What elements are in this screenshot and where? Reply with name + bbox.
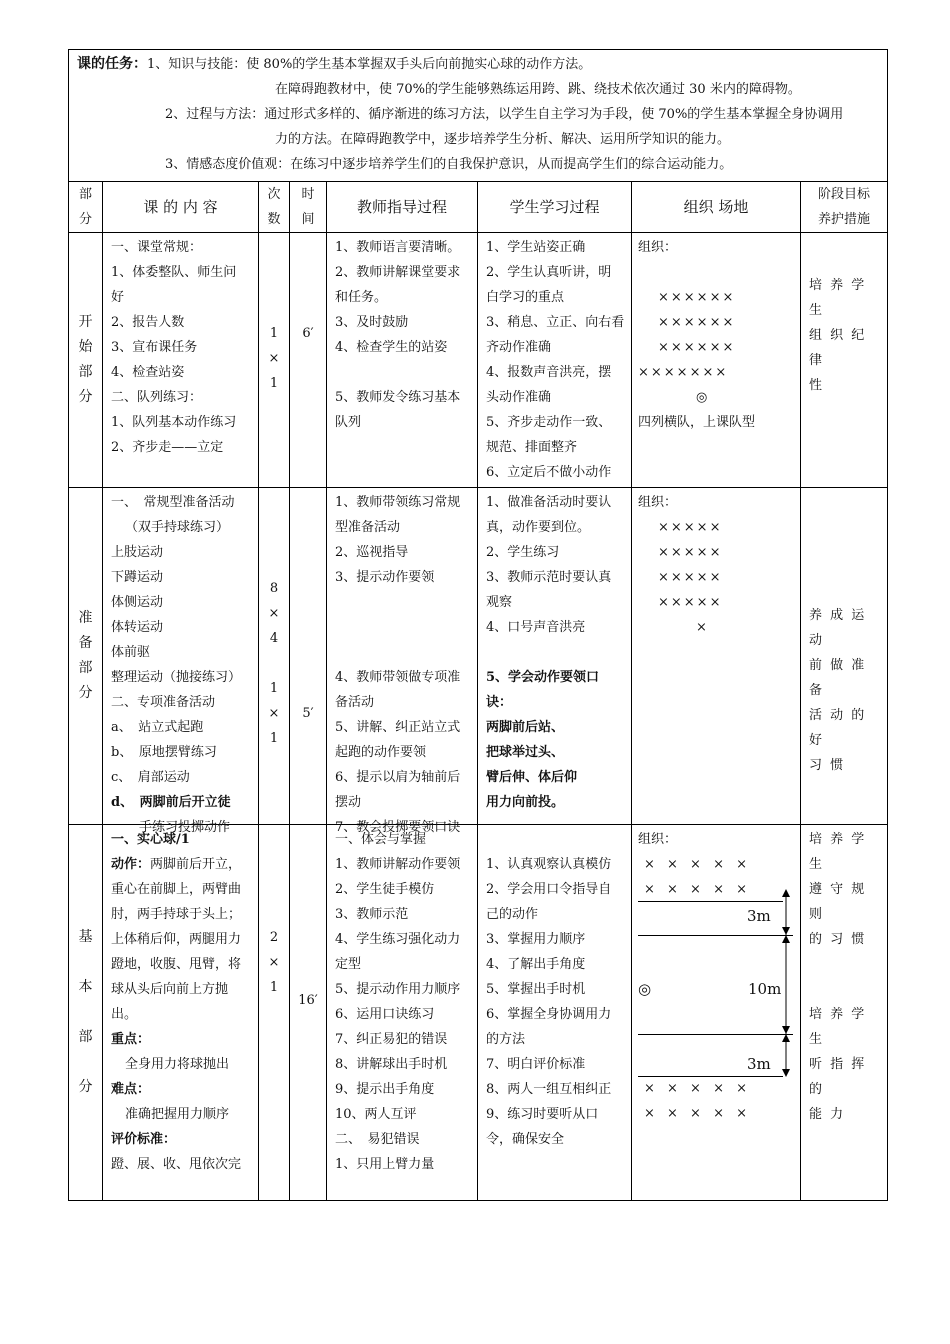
dimension-label-10m: 10m: [748, 980, 782, 998]
header-org: 组织 场地: [632, 182, 801, 233]
task-line-4: 力的方法。在障碍跑教学中，逐步培养学生分析、解决、运用所学知识的能力。: [275, 132, 731, 147]
formation-row: ××××××: [658, 290, 736, 305]
lesson-tasks: [69, 50, 888, 182]
prep-section-label: 准 备 部 分: [69, 488, 103, 825]
start-goal: 培 养 学 生 组 织 纪 律 性: [801, 233, 888, 488]
basic-section-label: 基 本 部 分: [69, 825, 103, 1201]
start-duration: 6′: [290, 233, 327, 488]
start-content: 一、课堂常规： 1、体委整队、师生问 好 2、报告人数 3、宣布课任务 4、检查站姿 二、队列练习： 1、队列基本动作练习 2、齐步走——立定: [103, 233, 259, 488]
formation-row: ×××××: [658, 520, 723, 535]
prep-times: 8 × 4 1 × 1: [259, 488, 290, 825]
header-student: 学生学习过程: [478, 182, 632, 233]
prep-duration: 5′: [290, 488, 327, 825]
prep-organization: [632, 488, 801, 825]
formation-row: × × × × ×: [644, 1106, 751, 1121]
start-teacher: 1、教师语言要清晰。 2、教师讲解课堂要求 和任务。 3、及时鼓励 4、检查学生的站姿 5、教师发令练习基本 队列: [327, 233, 478, 488]
prep-teacher: 1、教师带领练习常规 型准备活动 2、巡视指导 3、提示动作要领 4、教师带领做专项准 备活动 5、讲解、纠正站立式 起跑的动作要领 6、提示以肩为轴前后 摆动 7、教会投掷要领口诀: [327, 488, 478, 825]
formation-row: ×××××: [658, 545, 723, 560]
start-student: 1、学生站姿正确 2、学生认真听讲，明 白学习的重点 3、稍息、立正、向右看 齐动作准确 4、报数声音洪亮，摆 头动作准确 5、齐步走动作一致、 规范、排面整齐 6、立定后不做小动作: [478, 233, 632, 488]
formation-row: ×××××: [658, 595, 723, 610]
prep-content: 一、 常规型准备活动 （双手持球练习） 上肢运动 下蹲运动 体侧运动 体转运动 体前驱 整理运动（抛接练习） 二、专项准备活动 a、 站立式起跑 b、 原地摆臂练习 c、 肩部运动 d、 两脚前后开立徒 手练习投掷动作: [103, 488, 259, 825]
formation-row: × × × × ×: [644, 857, 751, 872]
header-times: 次 数: [259, 182, 290, 233]
dimension-label-3m-bottom: 3m: [747, 1055, 771, 1073]
task-line-2: 在障碍跑教材中，使 70%的学生能够熟练运用跨、跳、绕技术依次通过 30 米内的障碍物。: [275, 82, 801, 97]
start-organization: [632, 233, 801, 488]
teacher-position-icon: ◎: [696, 390, 708, 405]
task-line-1: 1、知识与技能：使 80%的学生基本掌握双手头后向前抛实心球的动作方法。: [147, 57, 592, 72]
field-line: [638, 1034, 793, 1035]
org-label: 组织：: [638, 832, 678, 847]
header-part: 部 分: [69, 182, 103, 233]
field-line: [638, 901, 783, 902]
task-line-5: 3、情感态度价值观：在练习中逐步培养学生们的自我保护意识，从而提高学生们的综合运动能力。: [165, 157, 733, 172]
tasks-heading: 课的任务：: [77, 56, 147, 72]
throw-position-icon: ◎: [638, 980, 652, 998]
header-content: 课 的 内 容: [103, 182, 259, 233]
org-label: 组织：: [638, 495, 678, 510]
org-label: 组织：: [638, 240, 678, 255]
formation-row: ×××××××: [638, 365, 729, 380]
lesson-plan-table: [68, 49, 888, 1201]
formation-row: ××××××: [658, 315, 736, 330]
lesson-plan-sheet: [68, 49, 887, 1201]
basic-organization: [632, 825, 801, 1201]
prep-goal: 养 成 运 动 前 做 准 备 活 动 的 好 习 惯: [801, 488, 888, 825]
basic-content: 一、实心球/1 动作：两脚前后开立， 重心在前脚上，两臂曲 肘，两手持球于头上； 上体稍后仰，两腿用力 蹬地，收腹、甩臂，将 球从头后向前上方抛 出。 重点： 全身用力将球抛出 难点： 准确把握用力顺序 评价标准： 蹬、展、收、甩依次完: [103, 825, 259, 1201]
formation-row: ×××××: [658, 570, 723, 585]
content-title: 一、实心球/1: [111, 832, 190, 847]
dimension-label-3m: 3m: [747, 907, 771, 925]
basic-student: 1、认真观察认真模仿 2、学会用口令指导自 己的动作 3、掌握用力顺序 4、了解出手角度 5、掌握出手时机 6、掌握全身协调用力 的方法 7、明白评价标准 8、两人一组互相纠正 9、练习时要听从口 令，确保安全: [478, 825, 632, 1201]
start-section-label: 开 始 部 分: [69, 233, 103, 488]
dimension-arrows: [778, 887, 798, 1087]
field-line: [638, 935, 793, 936]
formation-row: ××××××: [658, 340, 736, 355]
basic-goal: 培 养 学 生 遵 守 规 则 的 习 惯 培 养 学 生 听 指 挥 的 能 力: [801, 825, 888, 1201]
basic-teacher: 一、体会与掌握 1、教师讲解动作要领 2、学生徒手模仿 3、教师示范 4、学生练习强化动力 定型 5、提示动作用力顺序 6、运用口诀练习 7、纠正易犯的错误 8、讲解球出手时机 9、提示出手角度 10、两人互评 二、 易犯错误 1、只用上臂力量: [327, 825, 478, 1201]
formation-row: × × × × ×: [644, 882, 751, 897]
header-goal: 阶段目标 养护措施: [801, 182, 888, 233]
formation-note: 四列横队，上课队型: [638, 415, 756, 430]
basic-times: 2 × 1: [259, 825, 290, 1201]
start-times: 1 × 1: [259, 233, 290, 488]
basic-duration: 16′: [290, 825, 327, 1201]
teacher-position-mark: ×: [696, 620, 707, 635]
header-teacher: 教师指导过程: [327, 182, 478, 233]
formation-row: × × × × ×: [644, 1081, 751, 1096]
task-line-3: 2、过程与方法：通过形式多样的、循序渐进的练习方法，以学生自主学习为手段，使 70%的学生基本掌握全身协调用: [165, 107, 844, 122]
header-duration: 时 间: [290, 182, 327, 233]
prep-student: 1、做准备活动时要认 真，动作要到位。 2、学生练习 3、教师示范时要认真 观察 4、口号声音洪亮 5、学会动作要领口 诀： 两脚前后站、 把球举过头、 臂后伸、体后仰 用力向前投。: [478, 488, 632, 825]
